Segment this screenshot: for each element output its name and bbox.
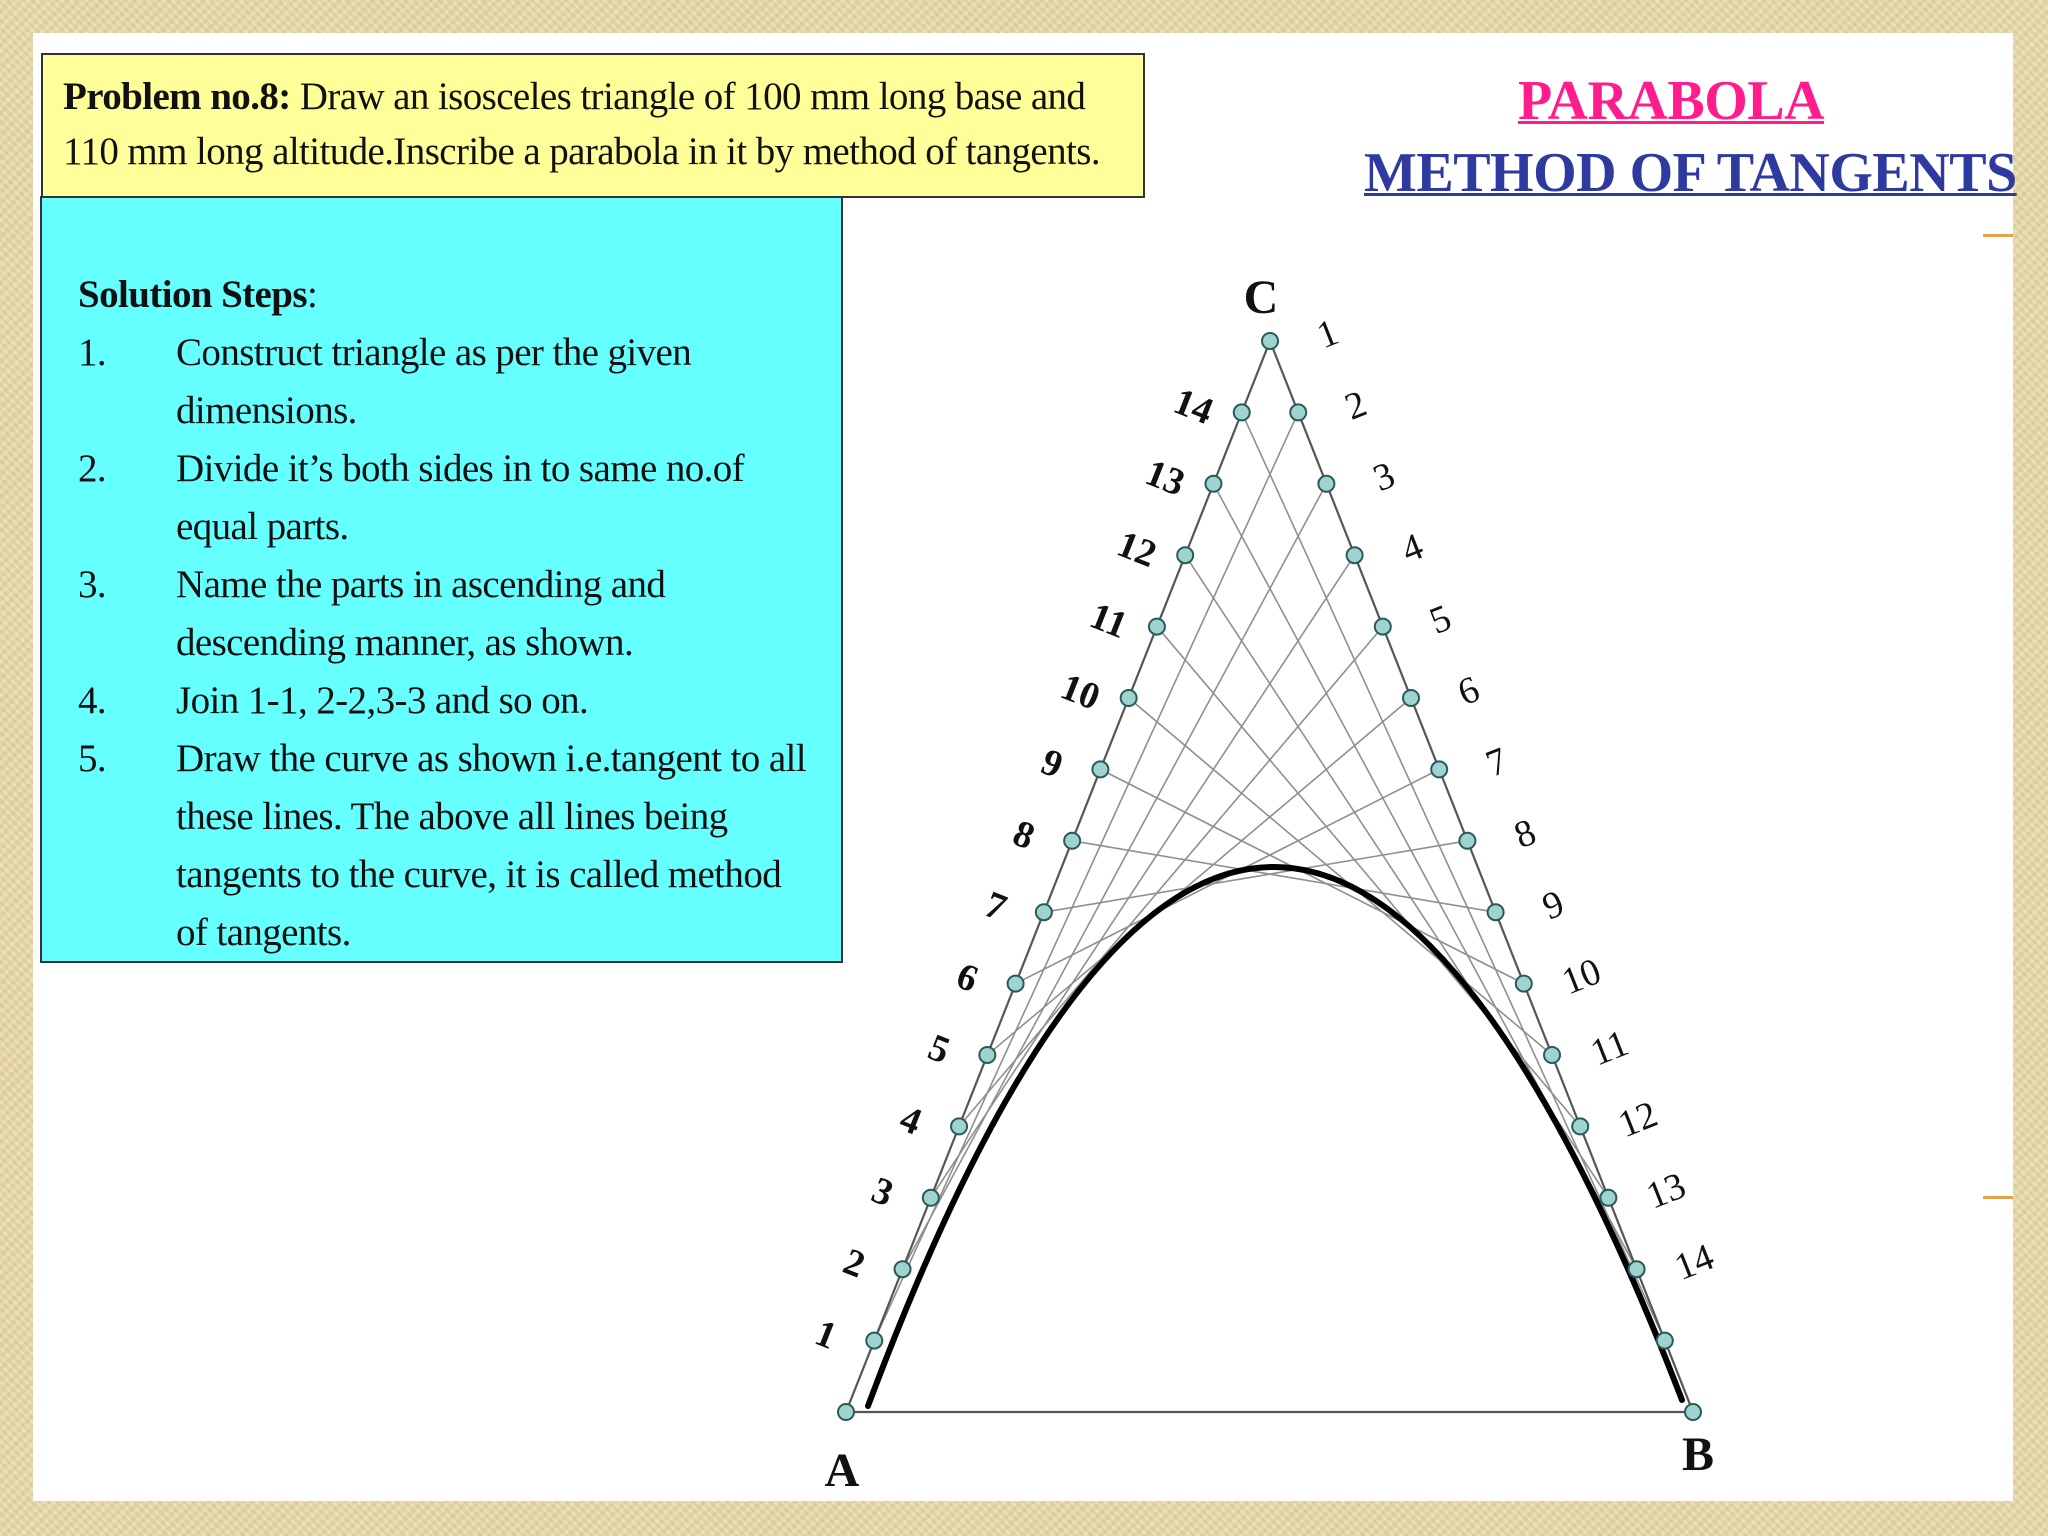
- solution-title: Solution Steps:: [78, 273, 318, 316]
- right-division-label: 10: [1556, 950, 1607, 1004]
- tangent-lines: [874, 412, 1665, 1340]
- step-number: 3.: [78, 563, 107, 606]
- tangent-line: [931, 555, 1355, 1198]
- right-division-label: 5: [1423, 596, 1458, 643]
- step-number: 2.: [78, 447, 107, 490]
- left-division-label: 1: [809, 1311, 843, 1358]
- step-number: 1.: [78, 331, 107, 374]
- problem-label: Problem no.8:: [63, 75, 291, 118]
- left-division-label: 4: [894, 1097, 928, 1144]
- step-text: Construct triangle as per the given dimensions.: [176, 331, 692, 432]
- right-division-label: 2: [1339, 382, 1373, 429]
- division-point: [1516, 976, 1532, 992]
- vertex-labels: [825, 271, 1714, 1497]
- title-parabola: PARABOLA: [1518, 70, 1825, 132]
- division-point: [1121, 690, 1137, 706]
- division-point: [1008, 976, 1024, 992]
- division-point: [1600, 1190, 1616, 1206]
- right-division-label: 13: [1640, 1164, 1692, 1218]
- right-division-label: 1: [1311, 311, 1345, 358]
- step-text: Divide it’s both sides in to same no.of equal parts.: [176, 447, 745, 548]
- right-division-label: 9: [1536, 882, 1570, 929]
- right-division-label: 3: [1367, 453, 1401, 500]
- division-point: [1544, 1047, 1560, 1063]
- right-division-label: 7: [1480, 739, 1514, 786]
- tangent-line: [1044, 841, 1468, 912]
- left-division-label: 6: [950, 954, 984, 1001]
- division-point: [1572, 1118, 1588, 1134]
- parabola-curve: [865, 867, 1682, 1406]
- division-point: [1149, 619, 1165, 635]
- parabola-path: [865, 867, 1682, 1406]
- title-method-of-tangents: METHOD OF TANGENTS: [1364, 142, 2017, 204]
- left-division-label: 7: [978, 883, 1013, 930]
- step-text: Draw the curve as shown i.e.tangent to all these lines. The above all lines being tangents to the curve, it is called method of tangents.: [176, 737, 807, 954]
- vertex-label-a: A: [824, 1444, 860, 1497]
- left-division-label: 14: [1167, 380, 1219, 434]
- division-point: [1431, 761, 1447, 777]
- division-point: [1036, 904, 1052, 920]
- division-point: [838, 1404, 854, 1420]
- division-point: [1262, 333, 1278, 349]
- left-division-label: 13: [1139, 451, 1191, 505]
- division-point: [1205, 476, 1221, 492]
- left-division-label: 8: [1007, 812, 1041, 859]
- right-division-label: 8: [1508, 810, 1542, 857]
- division-point: [866, 1333, 882, 1349]
- left-division-label: 3: [865, 1169, 900, 1216]
- step-number: 4.: [78, 679, 107, 722]
- right-division-label: 6: [1452, 668, 1486, 715]
- division-point: [1488, 904, 1504, 920]
- left-division-label: 12: [1111, 522, 1163, 576]
- left-division-label: 9: [1035, 740, 1069, 787]
- tangent-line: [1072, 841, 1495, 912]
- left-division-label: 5: [922, 1026, 956, 1073]
- division-point: [1092, 761, 1108, 777]
- problem-text: Draw an isosceles triangle of 100 mm long base and 110 mm long altitude.Inscribe a parabola in it by method of tangents.: [63, 75, 1100, 173]
- division-point: [1318, 476, 1334, 492]
- division-point: [1177, 547, 1193, 563]
- division-point: [1234, 404, 1250, 420]
- division-point: [1459, 833, 1475, 849]
- division-point: [1064, 833, 1080, 849]
- division-point: [1657, 1333, 1673, 1349]
- division-point: [1290, 404, 1306, 420]
- division-labels: [809, 311, 1719, 1358]
- step-text: Name the parts in ascending and descending manner, as shown.: [176, 563, 666, 664]
- left-division-label: 2: [837, 1240, 871, 1287]
- division-point: [951, 1118, 967, 1134]
- right-division-label: 11: [1584, 1021, 1635, 1075]
- tangent-line: [1100, 769, 1523, 983]
- division-point: [1347, 547, 1363, 563]
- division-point: [1375, 619, 1391, 635]
- right-division-label: 12: [1612, 1093, 1664, 1147]
- left-division-label: 10: [1054, 665, 1106, 719]
- vertex-label-c: C: [1243, 271, 1279, 324]
- division-point: [895, 1261, 911, 1277]
- right-division-label: 14: [1668, 1235, 1720, 1289]
- division-points: [838, 333, 1701, 1420]
- division-point: [1685, 1404, 1701, 1420]
- division-point: [923, 1190, 939, 1206]
- vertex-label-b: B: [1681, 1428, 1715, 1481]
- division-point: [1403, 690, 1419, 706]
- triangle-side-left: [846, 341, 1270, 1412]
- step-number: 5.: [78, 737, 107, 780]
- step-text: Join 1-1, 2-2,3-3 and so on.: [176, 679, 589, 722]
- triangle: [846, 341, 1693, 1412]
- division-point: [1629, 1261, 1645, 1277]
- left-division-label: 11: [1084, 594, 1134, 647]
- right-division-label: 4: [1395, 525, 1429, 572]
- division-point: [979, 1047, 995, 1063]
